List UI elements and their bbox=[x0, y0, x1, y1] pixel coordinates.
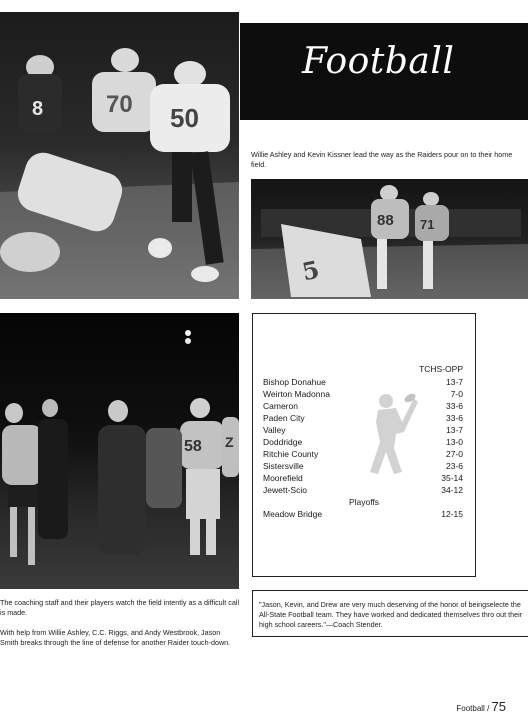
coach-quote: "Jason, Kevin, and Drew are very much deserving of the honor of beingselecte the All-State Football team. They have worked and dedicated themselves thro out their high school careers."—Coach Stender. bbox=[259, 600, 523, 629]
opponent-name: Meadow Bridge bbox=[263, 509, 323, 519]
photo-game-action-art bbox=[0, 12, 239, 299]
folio-section: Football bbox=[456, 704, 485, 713]
photo-sideline-coaches-art bbox=[0, 313, 239, 589]
score-row bbox=[263, 448, 463, 460]
score-row bbox=[263, 484, 463, 496]
game-score: 7-0 bbox=[450, 389, 463, 399]
opponent-name: Paden City bbox=[263, 413, 305, 423]
jersey-number: 71 bbox=[420, 217, 435, 232]
score-row bbox=[263, 412, 463, 424]
opponent-name: Ritchie County bbox=[263, 449, 319, 459]
svg-text:5: 5 bbox=[299, 254, 322, 287]
opponent-name: Jewett-Scio bbox=[263, 485, 307, 495]
opponent-name: Sistersville bbox=[263, 461, 304, 471]
caption-top-right: Willie Ashley and Kevin Kissner lead the way as the Raiders pour on to their home field. bbox=[251, 150, 513, 169]
game-score: 13-0 bbox=[445, 437, 463, 447]
title-banner bbox=[240, 23, 528, 120]
season-scores-box bbox=[252, 313, 476, 577]
playoff-score-row bbox=[263, 508, 463, 520]
game-score: 34-12 bbox=[441, 485, 463, 495]
score-row bbox=[263, 424, 463, 436]
game-score: 23-6 bbox=[445, 461, 463, 471]
jersey-number: 8 bbox=[32, 98, 44, 120]
coach-figures bbox=[2, 398, 239, 565]
jersey-number: 58 bbox=[184, 438, 202, 455]
game-score: 12-15 bbox=[441, 509, 463, 519]
page-folio bbox=[456, 699, 506, 714]
score-row bbox=[263, 376, 463, 388]
score-row bbox=[263, 472, 463, 484]
opponent-name: Weirton Madonna bbox=[263, 389, 330, 399]
photo-team-entrance-art bbox=[251, 179, 528, 299]
game-score: 13-7 bbox=[445, 425, 463, 435]
opponent-name: Cameron bbox=[263, 401, 298, 411]
photo-sideline-coaches bbox=[0, 313, 239, 589]
game-score: 27-0 bbox=[445, 449, 463, 459]
coach-quote-box bbox=[252, 590, 528, 637]
opponent-name: Doddridge bbox=[263, 437, 303, 447]
opponent-name: Valley bbox=[263, 425, 286, 435]
page-number: 75 bbox=[491, 699, 506, 714]
game-score: 35-14 bbox=[441, 473, 463, 483]
playoffs-label: Playoffs bbox=[348, 497, 380, 507]
score-row bbox=[263, 388, 463, 400]
game-score: 33-6 bbox=[445, 401, 463, 411]
jersey-number: 70 bbox=[106, 91, 133, 118]
page-title: Football bbox=[302, 41, 455, 82]
score-row bbox=[263, 400, 463, 412]
jersey-number: 50 bbox=[170, 103, 199, 133]
game-score: 33-6 bbox=[445, 413, 463, 423]
opponent-name: Bishop Donahue bbox=[263, 377, 326, 387]
opponent-name: Moorefield bbox=[263, 473, 303, 483]
score-row bbox=[263, 460, 463, 472]
photo-game-action bbox=[0, 12, 239, 299]
caption-bottom-left-2: With help from Willie Ashley, C.C. Riggs, and Andy Westbrook, Jason Smith breaks through the line of defense for another Raider touch-down. bbox=[0, 628, 231, 647]
folio-separator: / bbox=[487, 704, 490, 713]
jersey-number: Z bbox=[225, 434, 234, 450]
caption-bottom-left-1: The coaching staff and their players watch the field intently as a difficult call is made. bbox=[0, 598, 240, 617]
jersey-number: 88 bbox=[377, 212, 394, 229]
score-row bbox=[263, 436, 463, 448]
game-score: 13-7 bbox=[445, 377, 463, 387]
player-figures bbox=[281, 185, 449, 297]
scores-header: TCHS-OPP bbox=[419, 364, 463, 374]
photo-team-entrance bbox=[251, 179, 528, 299]
